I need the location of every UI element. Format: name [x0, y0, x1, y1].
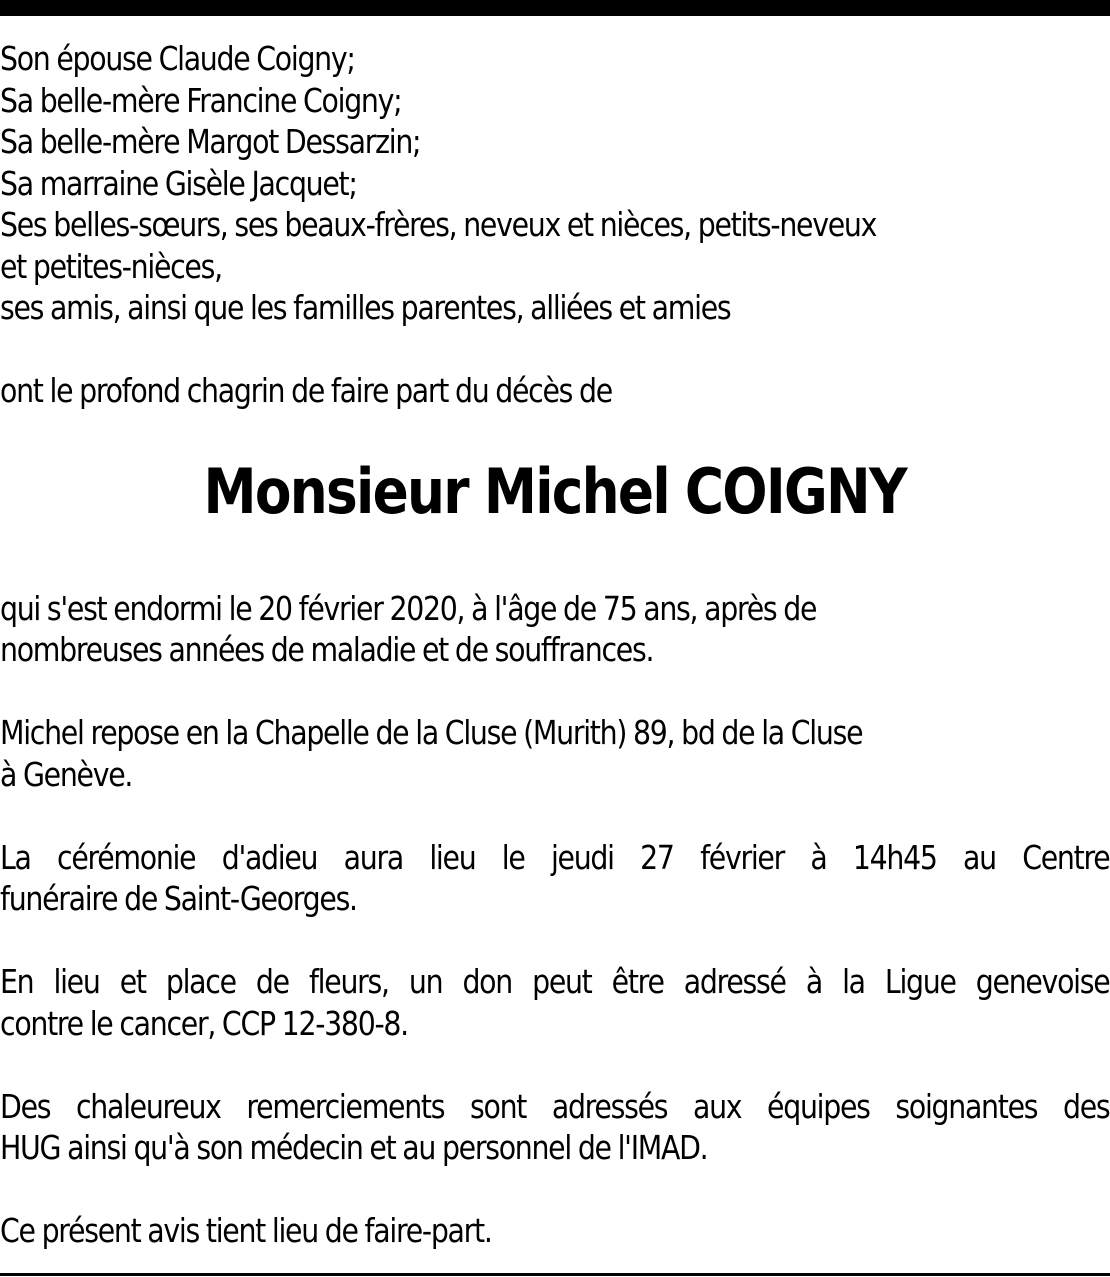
paragraph-line: contre le cancer, CCP 12-380-8. [0, 1003, 408, 1043]
paragraph-line: En lieu et place de fleurs, un don peut être adressé à la Ligue genevoise [0, 962, 1110, 1001]
paragraph-line: à Genève. [0, 754, 133, 794]
thanks-paragraph [0, 1086, 1109, 1169]
obituary-notice [0, 38, 1109, 1252]
paragraph-line: Des chaleureux remerciements sont adressés aux équipes soignantes des [0, 1086, 1110, 1126]
ceremony-paragraph [0, 837, 1109, 920]
family-line: Ses belles-sœurs, ses beaux-frères, neveux et nièces, petits-neveux [0, 205, 877, 244]
deceased-name: Monsieur Michel COIGNY [203, 454, 906, 528]
donation-paragraph [0, 961, 1109, 1044]
paragraph-line: HUG ainsi qu'à son médecin et au personnel de l'IMAD. [0, 1128, 708, 1167]
announcement-text: ont le profond chagrin de faire part du décès de [0, 371, 612, 410]
repose-paragraph [0, 712, 1109, 795]
family-line: Sa belle-mère Francine Coigny; [0, 80, 402, 120]
paragraph-line: qui s'est endormi le 20 février 2020, à l'âge de 75 ans, après de [0, 588, 817, 628]
death-paragraph [0, 588, 1109, 671]
paragraph-line: funéraire de Saint-Georges. [0, 879, 357, 918]
bottom-rule [0, 1273, 1110, 1276]
family-list [0, 38, 1109, 329]
paragraph-line: La cérémonie d'adieu aura lieu le jeudi 27 février à 14h45 au Centre [0, 837, 1110, 877]
family-line: et petites-nièces, [0, 246, 222, 286]
family-line: Sa marraine Gisèle Jacquet; [0, 163, 357, 203]
top-rule [0, 0, 1110, 16]
paragraph-line: nombreuses années de maladie et de souffrances. [0, 630, 654, 669]
paragraph-line: Michel repose en la Chapelle de la Cluse (Murith) 89, bd de la Cluse [0, 713, 863, 752]
family-line: Sa belle-mère Margot Dessarzin; [0, 122, 421, 161]
family-line: ses amis, ainsi que les familles parentes, alliées et amies [0, 288, 731, 327]
closing-text: Ce présent avis tient lieu de faire-part. [0, 1211, 492, 1250]
family-line: Son épouse Claude Coigny; [0, 39, 355, 78]
